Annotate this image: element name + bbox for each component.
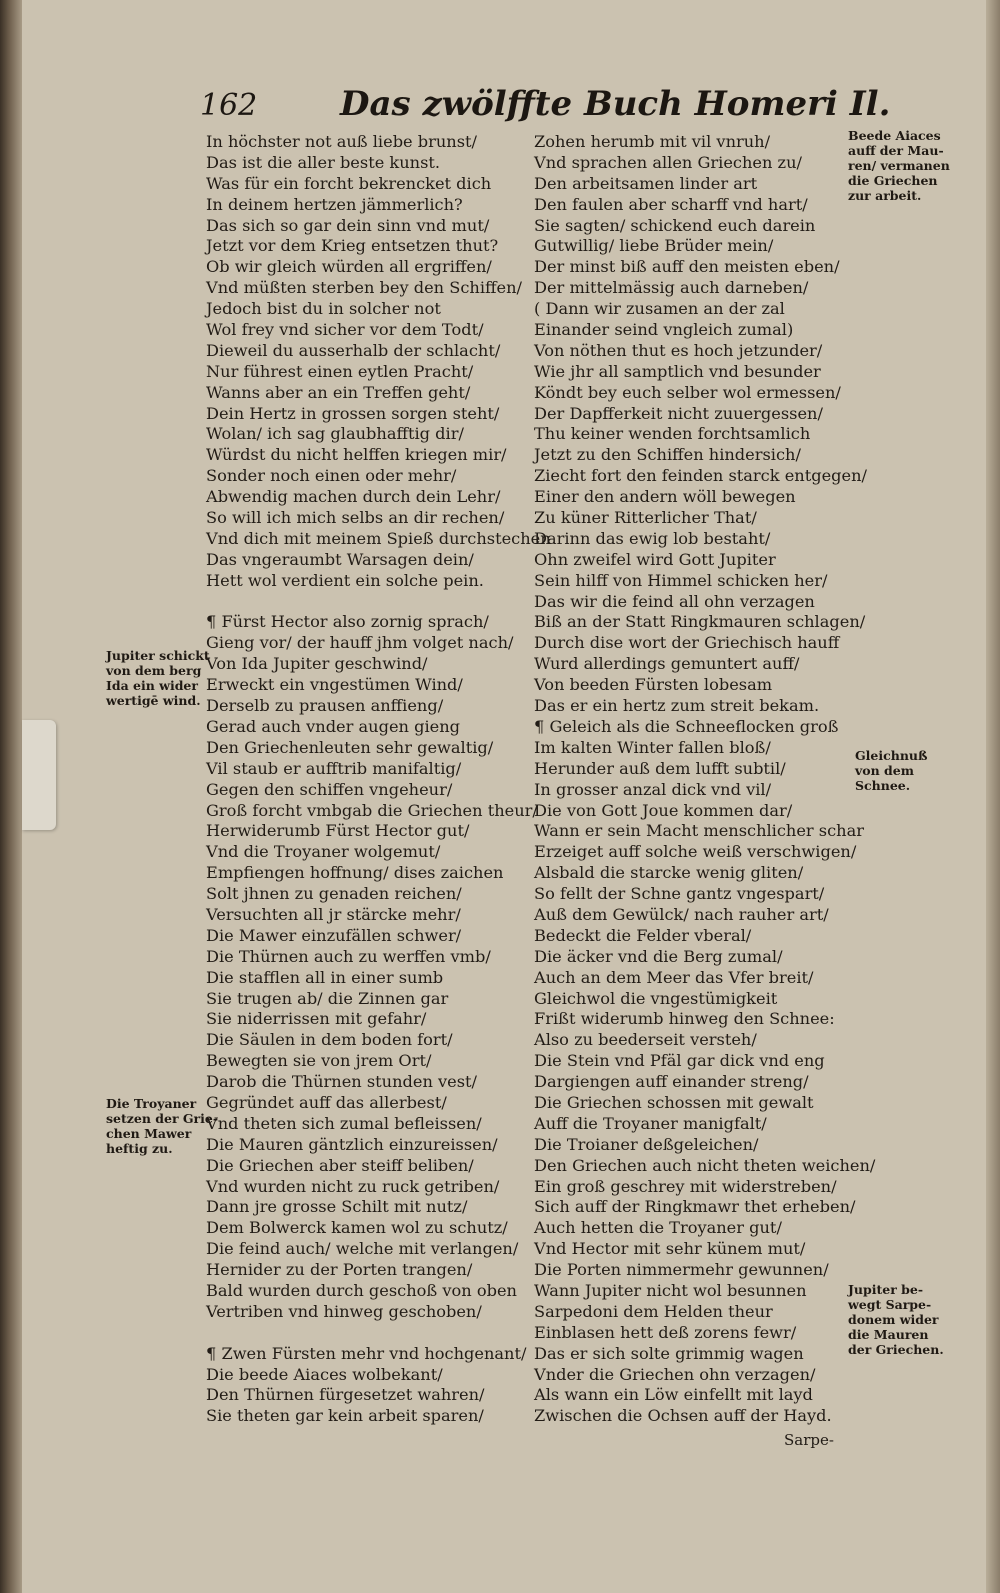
verse-line: Als wann ein Löw einfellt mit layd: [534, 1385, 813, 1405]
marginal-note-line: Beede Aiaces: [848, 128, 941, 143]
verse-line: Das wir die feind all ohn verzagen: [534, 591, 815, 611]
verse-line: Den Thürnen fürgesetzet wahren/: [206, 1385, 485, 1405]
verse-line: Sarpedoni dem Helden theur: [534, 1301, 773, 1321]
verse-line: Die Griechen aber steiff beliben/: [206, 1155, 474, 1175]
verse-line: Vertriben vnd hinweg geschoben/: [206, 1301, 482, 1321]
marginal-note-line: zur arbeit.: [848, 188, 922, 203]
marginal-note-line: donem wider: [848, 1312, 939, 1327]
page-header: [200, 84, 891, 134]
verse-line: ¶ Geleich als die Schneeflocken groß: [534, 716, 839, 736]
verse-line: Jetzt vor dem Krieg entsetzen thut?: [206, 236, 499, 256]
verse-line: Alsbald die starcke wenig gliten/: [534, 863, 804, 883]
verse-line: Thu keiner wenden forchtsamlich: [534, 424, 811, 444]
marginal-note-line: die Griechen: [848, 173, 938, 188]
verse-line: Vnd dich mit meinem Spieß durchstechen: [206, 528, 551, 548]
verse-line: Gegründet auff das allerbest/: [206, 1092, 447, 1112]
verse-line: Auch an dem Meer das Vfer breit/: [534, 967, 814, 987]
verse-line: Sie niderrissen mit gefahr/: [206, 1009, 427, 1029]
verse-line: In deinem hertzen jämmerlich?: [206, 194, 463, 214]
verse-line: Die Griechen schossen mit gewalt: [534, 1092, 814, 1112]
verse-line: Wolan/ ich sag glaubhafftig dir/: [206, 424, 464, 444]
verse-line: Gutwillig/ liebe Brüder mein/: [534, 236, 774, 256]
verse-line: Von Ida Jupiter geschwind/: [206, 654, 428, 674]
verse-line: Wann er sein Macht menschlicher schar: [534, 821, 864, 841]
verse-line: Vnder die Griechen ohn verzagen/: [534, 1364, 816, 1384]
running-title: Das zwölffte Buch Homeri Il.: [340, 84, 891, 124]
verse-line: Die Troianer deßgeleichen/: [534, 1134, 759, 1154]
verse-line: Sein hilff von Himmel schicken her/: [534, 570, 828, 590]
verse-line: Empfiengen hoffnung/ dises zaichen: [206, 863, 504, 883]
right-text-column: [534, 132, 876, 1427]
verse-line: Was für ein forcht bekrencket dich: [206, 173, 492, 193]
verse-line: Sie sagten/ schickend euch darein: [534, 215, 816, 235]
verse-line: Vnd die Troyaner wolgemut/: [206, 842, 441, 862]
verse-line: Auff die Troyaner manigfalt/: [534, 1113, 767, 1133]
verse-line: Gleichwol die vngestümigkeit: [534, 988, 778, 1008]
verse-line: Gegen den schiffen vngeheur/: [206, 779, 453, 799]
page-edge: [986, 0, 1000, 1593]
verse-line: Der mittelmässig auch darneben/: [534, 278, 809, 298]
verse-line: Einer den andern wöll bewegen: [534, 487, 796, 507]
marginal-note-line: chen Mawer: [106, 1126, 192, 1141]
verse-line: Ein groß geschrey mit widerstreben/: [534, 1176, 837, 1196]
marginal-note-line: wertigē wind.: [106, 693, 201, 708]
verse-line: Vnd wurden nicht zu ruck getriben/: [206, 1176, 500, 1196]
verse-line: Einander seind vngleich zumal): [534, 320, 794, 340]
verse-line: ( Dann wir zusamen an der zal: [534, 299, 785, 319]
verse-line: Darinn das ewig lob bestaht/: [534, 528, 771, 548]
marginal-note-line: setzen der Grie-: [106, 1111, 219, 1126]
verse-line: Frißt widerumb hinweg den Schnee:: [534, 1009, 835, 1029]
verse-line: [206, 1323, 524, 1344]
verse-line: Die Stein vnd Pfäl gar dick vnd eng: [534, 1051, 825, 1071]
verse-line: Der minst biß auff den meisten eben/: [534, 257, 840, 277]
verse-line: Groß forcht vmbgab die Griechen theur/: [206, 800, 538, 820]
verse-line: Darob die Thürnen stunden vest/: [206, 1072, 478, 1092]
verse-line: Hett wol verdient ein solche pein.: [206, 570, 484, 590]
verse-line: Vnd Hector mit sehr künem mut/: [534, 1239, 806, 1259]
verse-line: Das er ein hertz zum streit bekam.: [534, 696, 820, 716]
verse-line: Die stafflen all in einer sumb: [206, 967, 444, 987]
verse-line: Vnd theten sich zumal befleissen/: [206, 1113, 482, 1133]
verse-line: ¶ Zwen Fürsten mehr vnd hochgenant/: [206, 1343, 527, 1363]
verse-line: Ziecht fort den feinden starck entgegen/: [534, 466, 867, 486]
marginal-note-line: wegt Sarpe-: [848, 1297, 932, 1312]
verse-line: Solt jhnen zu genaden reichen/: [206, 884, 462, 904]
verse-line: Durch dise wort der Griechisch hauff: [534, 633, 840, 653]
marginal-note-line: Ida ein wider: [106, 678, 198, 693]
verse-line: Die Thürnen auch zu werffen vmb/: [206, 946, 491, 966]
verse-line: Köndt bey euch selber wol ermessen/: [534, 382, 841, 402]
left-text-column: [206, 132, 551, 1427]
book-binding: [0, 0, 22, 1593]
page-tab: [22, 720, 56, 830]
verse-line: Herunder auß dem lufft subtil/: [534, 758, 786, 778]
catchword: Sarpe-: [784, 1431, 834, 1449]
verse-line: Das ist die aller beste kunst.: [206, 152, 441, 172]
verse-line: Ohn zweifel wird Gott Jupiter: [534, 549, 776, 569]
marginal-note-sarpedon: [848, 1282, 944, 1357]
marginal-note-line: Gleichnuß: [855, 748, 928, 763]
verse-line: Jedoch bist du in solcher not: [206, 299, 441, 319]
verse-line: Einblasen hett deß zorens fewr/: [534, 1322, 797, 1342]
page-number: 162: [200, 88, 258, 123]
verse-line: Abwendig machen durch dein Lehr/: [206, 487, 501, 507]
verse-line: Also zu beederseit versteh/: [534, 1030, 757, 1050]
verse-line: Vnd sprachen allen Griechen zu/: [534, 152, 802, 172]
marginal-note-line: die Mauren: [848, 1327, 929, 1342]
verse-line: Herwiderumb Fürst Hector gut/: [206, 821, 470, 841]
verse-line: In höchster not auß liebe brunst/: [206, 132, 477, 151]
verse-line: Wann Jupiter nicht wol besunnen: [534, 1280, 807, 1300]
verse-line: Gerad auch vnder augen gieng: [206, 716, 461, 736]
verse-line: Das sich so gar dein sinn vnd mut/: [206, 215, 490, 235]
verse-line: Die Mawer einzufällen schwer/: [206, 925, 462, 945]
verse-line: Derselb zu prausen anffieng/: [206, 696, 444, 716]
marginal-note-line: von dem: [855, 763, 914, 778]
verse-line: Bewegten sie von jrem Ort/: [206, 1051, 432, 1071]
verse-line: Ob wir gleich würden all ergriffen/: [206, 257, 492, 277]
verse-line: Wanns aber an ein Treffen geht/: [206, 382, 471, 402]
marginal-note-line: ren/ vermanen: [848, 158, 950, 173]
verse-line: In grosser anzal dick vnd vil/: [534, 779, 772, 799]
verse-line: ¶ Fürst Hector also zornig sprach/: [206, 612, 489, 632]
verse-line: Auch hetten die Troyaner gut/: [534, 1218, 782, 1238]
verse-line: Von beeden Fürsten lobesam: [534, 675, 773, 695]
verse-line: Dem Bolwerck kamen wol zu schutz/: [206, 1218, 508, 1238]
verse-line: Zohen herumb mit vil vnruh/: [534, 132, 771, 151]
verse-line: Bald wurden durch geschoß von oben: [206, 1280, 517, 1300]
verse-line: Den arbeitsamen linder art: [534, 173, 758, 193]
marginal-note-line: der Griechen.: [848, 1342, 944, 1357]
marginal-note-line: von dem berg: [106, 663, 202, 678]
verse-line: Den Griechenleuten sehr gewaltig/: [206, 737, 494, 757]
verse-line: Sie trugen ab/ die Zinnen gar: [206, 988, 449, 1008]
verse-line: Die Mauren gäntzlich einzureissen/: [206, 1134, 498, 1154]
verse-line: Wol frey vnd sicher vor dem Todt/: [206, 320, 484, 340]
verse-line: Erweckt ein vngestümen Wind/: [206, 675, 463, 695]
verse-line: Das er sich solte grimmig wagen: [534, 1343, 804, 1363]
verse-line: Zu küner Ritterlicher That/: [534, 508, 757, 528]
verse-line: Auß dem Gewülck/ nach rauher art/: [534, 904, 829, 924]
verse-line: Die beede Aiaces wolbekant/: [206, 1364, 443, 1384]
verse-line: [206, 592, 524, 613]
marginal-note-aiaces: [848, 128, 950, 203]
marginal-note-line: heftig zu.: [106, 1141, 173, 1156]
verse-line: Hernider zu der Porten trangen/: [206, 1260, 473, 1280]
verse-line: Nur führest einen eytlen Pracht/: [206, 361, 474, 381]
verse-line: So will ich mich selbs an dir rechen/: [206, 508, 505, 528]
marginal-note-line: Schnee.: [855, 778, 911, 793]
marginal-note-troyaner: [106, 1096, 218, 1156]
verse-line: Die äcker vnd die Berg zumal/: [534, 946, 783, 966]
verse-line: Vil staub er aufftrib manifaltig/: [206, 758, 462, 778]
verse-line: Sonder noch einen oder mehr/: [206, 466, 457, 486]
marginal-note-line: Jupiter be-: [848, 1282, 924, 1297]
verse-line: Von nöthen thut es hoch jetzunder/: [534, 340, 823, 360]
marginal-note-line: auff der Mau-: [848, 143, 944, 158]
verse-line: Zwischen die Ochsen auff der Hayd.: [534, 1406, 832, 1426]
verse-line: Im kalten Winter fallen bloß/: [534, 737, 771, 757]
verse-line: Sich auff der Ringkmawr thet erheben/: [534, 1197, 856, 1217]
verse-line: Sie theten gar kein arbeit sparen/: [206, 1406, 484, 1426]
verse-line: Würdst du nicht helffen kriegen mir/: [206, 445, 507, 465]
marginal-note-line: Jupiter schickt: [106, 648, 210, 663]
verse-line: Die von Gott Joue kommen dar/: [534, 800, 793, 820]
marginal-note-gleichnus: [855, 748, 928, 793]
verse-line: So fellt der Schne gantz vngespart/: [534, 884, 825, 904]
verse-line: Die Porten nimmermehr gewunnen/: [534, 1260, 829, 1280]
verse-line: Den faulen aber scharff vnd hart/: [534, 194, 808, 214]
verse-line: Erzeiget auff solche weiß verschwigen/: [534, 842, 857, 862]
verse-line: Das vngeraumbt Warsagen dein/: [206, 549, 474, 569]
verse-line: Versuchten all jr stärcke mehr/: [206, 904, 461, 924]
verse-line: Dargiengen auff einander streng/: [534, 1072, 809, 1092]
verse-line: Wurd allerdings gemuntert auff/: [534, 654, 800, 674]
verse-line: Den Griechen auch nicht theten weichen/: [534, 1155, 876, 1175]
verse-line: Wie jhr all samptlich vnd besunder: [534, 361, 821, 381]
verse-line: Die feind auch/ welche mit verlangen/: [206, 1239, 519, 1259]
verse-line: Vnd müßten sterben bey den Schiffen/: [206, 278, 522, 298]
verse-line: Die Säulen in dem boden fort/: [206, 1030, 453, 1050]
verse-line: Gieng vor/ der hauff jhm volget nach/: [206, 633, 514, 653]
verse-line: Der Dapfferkeit nicht zuuergessen/: [534, 403, 823, 423]
verse-line: Dieweil du ausserhalb der schlacht/: [206, 340, 501, 360]
verse-line: Biß an der Statt Ringkmauren schlagen/: [534, 612, 866, 632]
verse-line: Dann jre grosse Schilt mit nutz/: [206, 1197, 468, 1217]
verse-line: Jetzt zu den Schiffen hindersich/: [534, 445, 801, 465]
verse-line: Bedeckt die Felder vberal/: [534, 925, 752, 945]
marginal-note-line: Die Troyaner: [106, 1096, 197, 1111]
verse-line: Dein Hertz in grossen sorgen steht/: [206, 403, 500, 423]
marginal-note-jupiter-wind: [106, 648, 210, 708]
